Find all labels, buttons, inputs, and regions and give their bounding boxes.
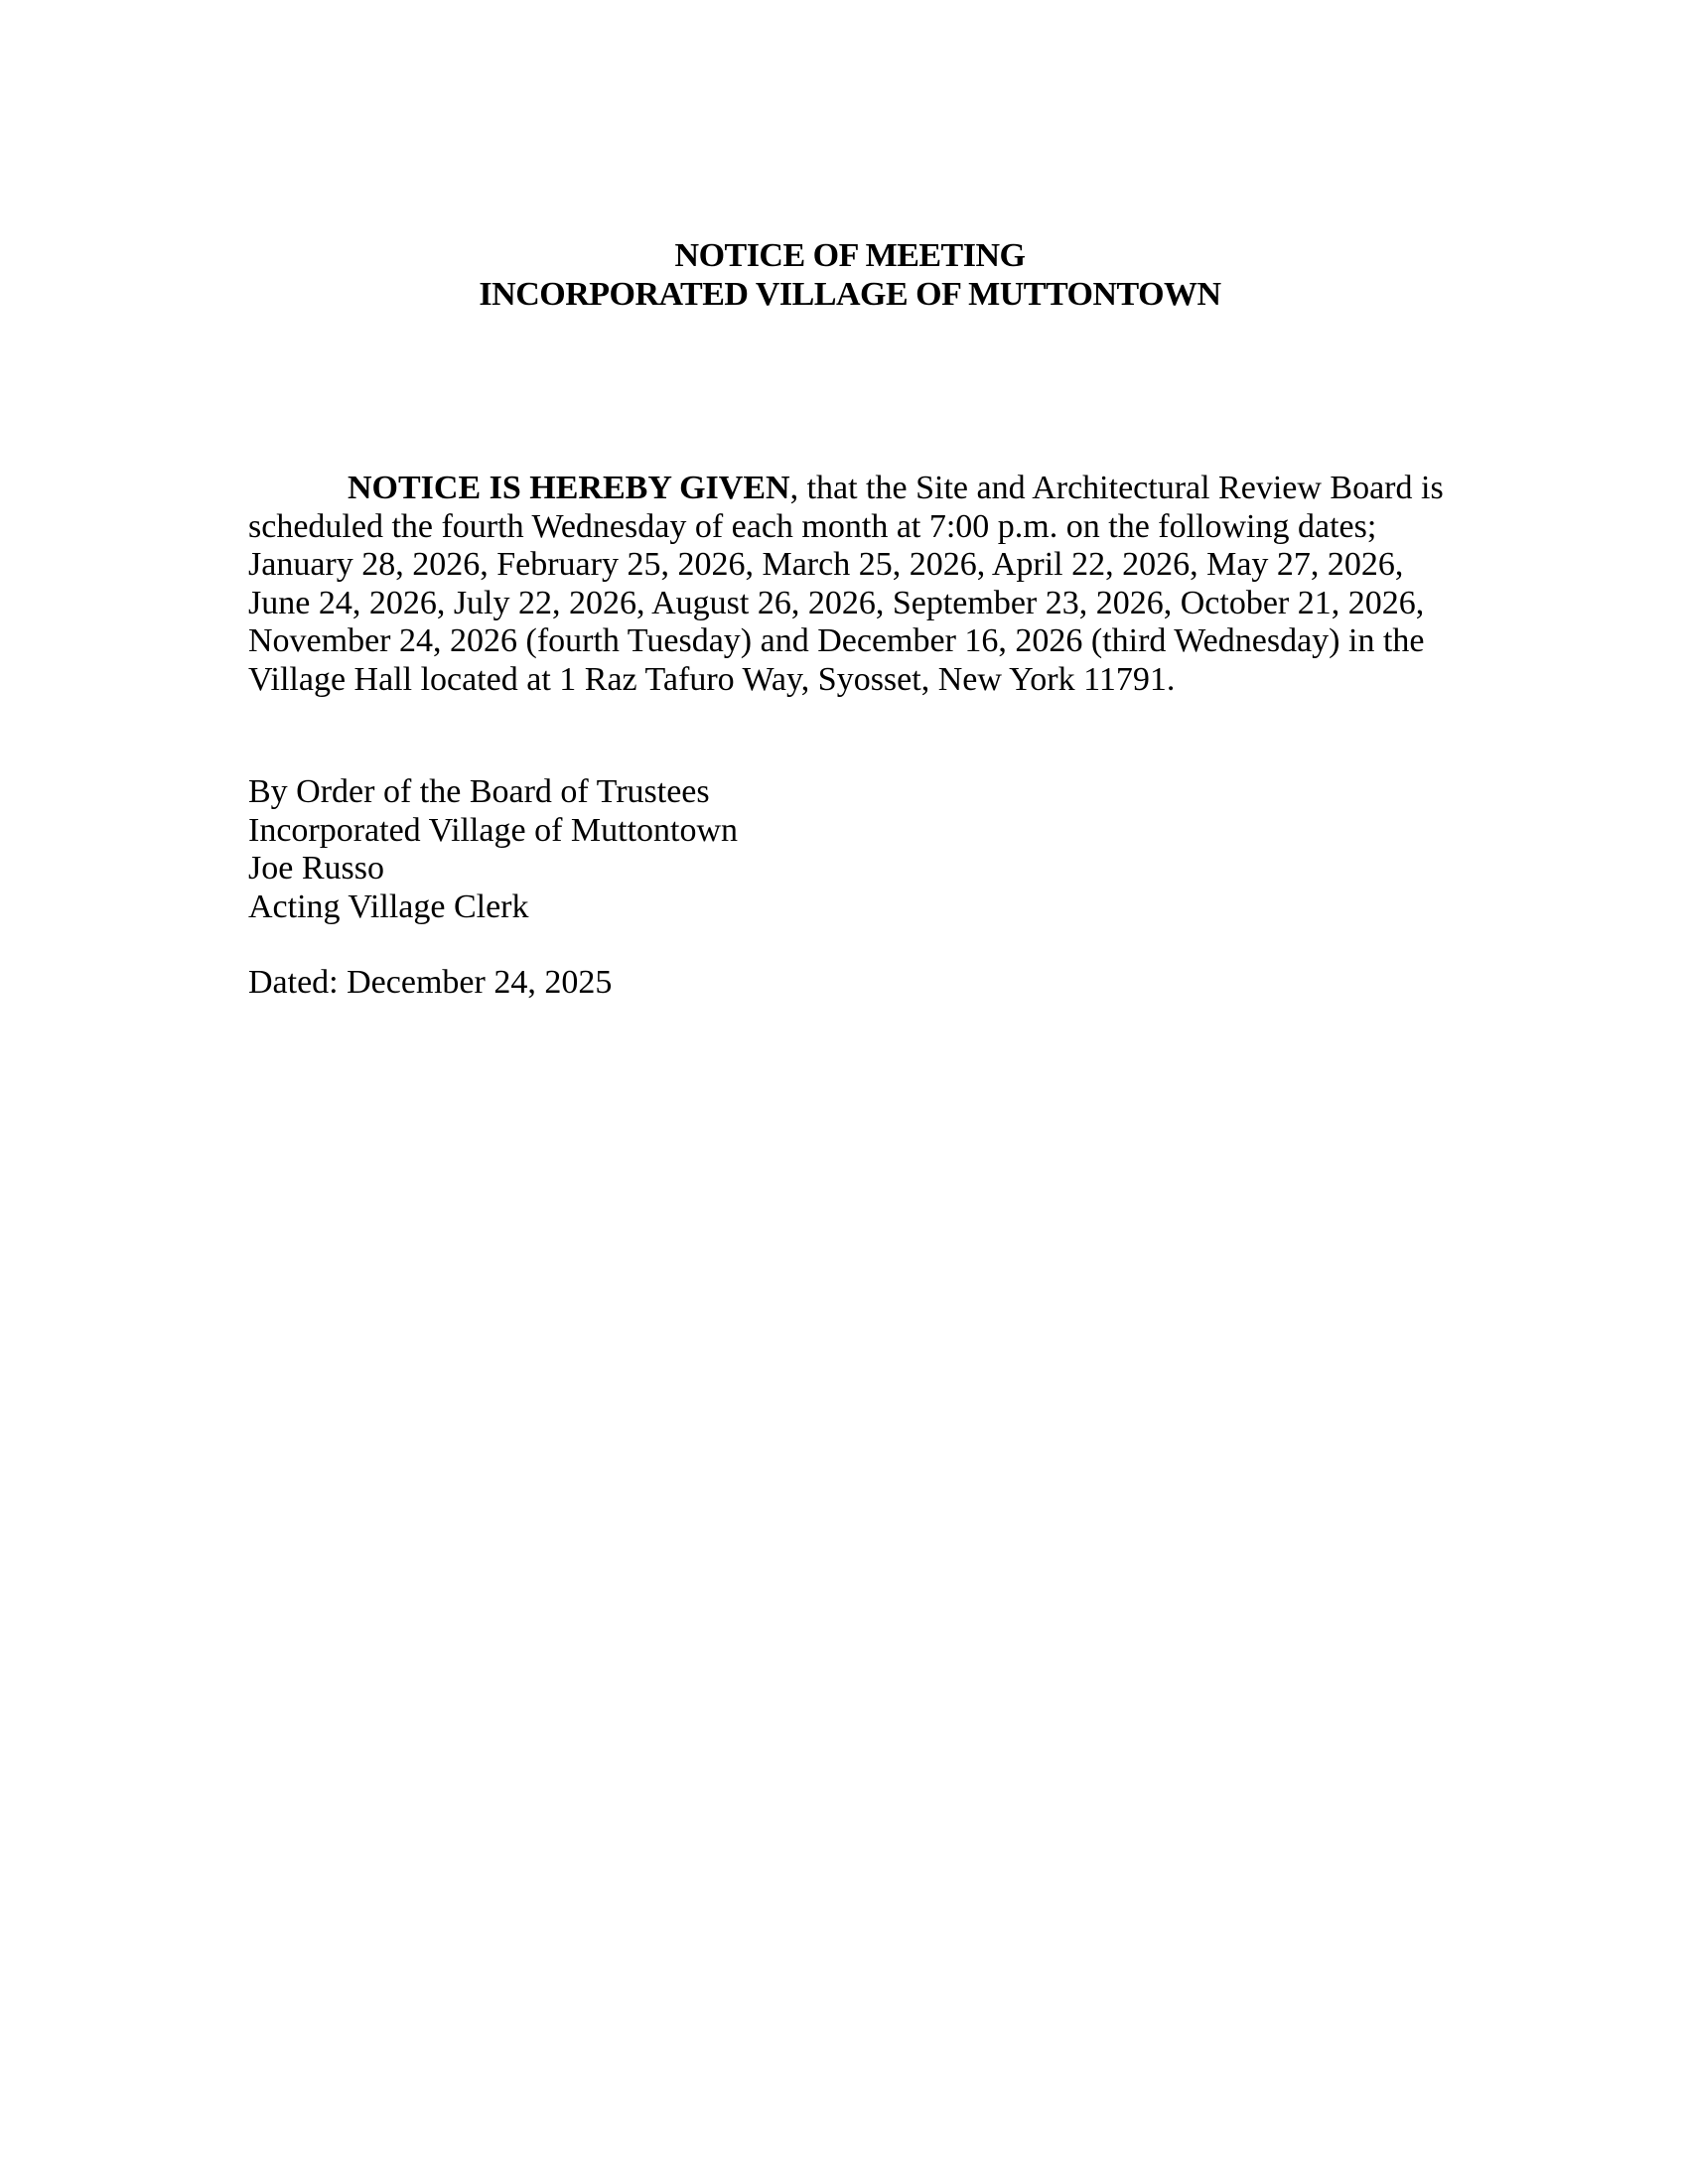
signature-by-order: By Order of the Board of Trustees [248,773,710,810]
notice-lead-bold: NOTICE IS HEREBY GIVEN [348,470,790,506]
title-line-notice-of-meeting: NOTICE OF MEETING [674,237,1026,274]
signature-village: Incorporated Village of Muttontown [248,811,739,849]
title-line-village-name: INCORPORATED VILLAGE OF MUTTONTOWN [479,275,1221,313]
document-title [248,237,1452,314]
paragraph-line-5: November 24, 2026 (fourth Tuesday) and December 16, 2026 (third Wednesday) in the [248,622,1425,659]
paragraph-line-2: scheduled the fourth Wednesday of each month at 7:00 p.m. on the following dates; [248,507,1377,545]
notice-lead-rest: , that the Site and Architectural Review Board is [789,470,1444,506]
paragraph-line-1 [248,470,1455,508]
signature-role: Acting Village Clerk [248,887,529,925]
dated-line: Dated: December 24, 2025 [248,964,613,1001]
paragraph-line-4: June 24, 2026, July 22, 2026, August 26, 2026, September 23, 2026, October 21, 2026, [248,584,1425,621]
notice-paragraph [248,470,1455,699]
signature-name: Joe Russo [248,850,384,887]
signature-block [248,773,738,926]
paragraph-line-3: January 28, 2026, February 25, 2026, March 25, 2026, April 22, 2026, May 27, 2026, [248,546,1404,583]
paragraph-line-6: Village Hall located at 1 Raz Tafuro Way, Syosset, New York 11791. [248,660,1176,698]
